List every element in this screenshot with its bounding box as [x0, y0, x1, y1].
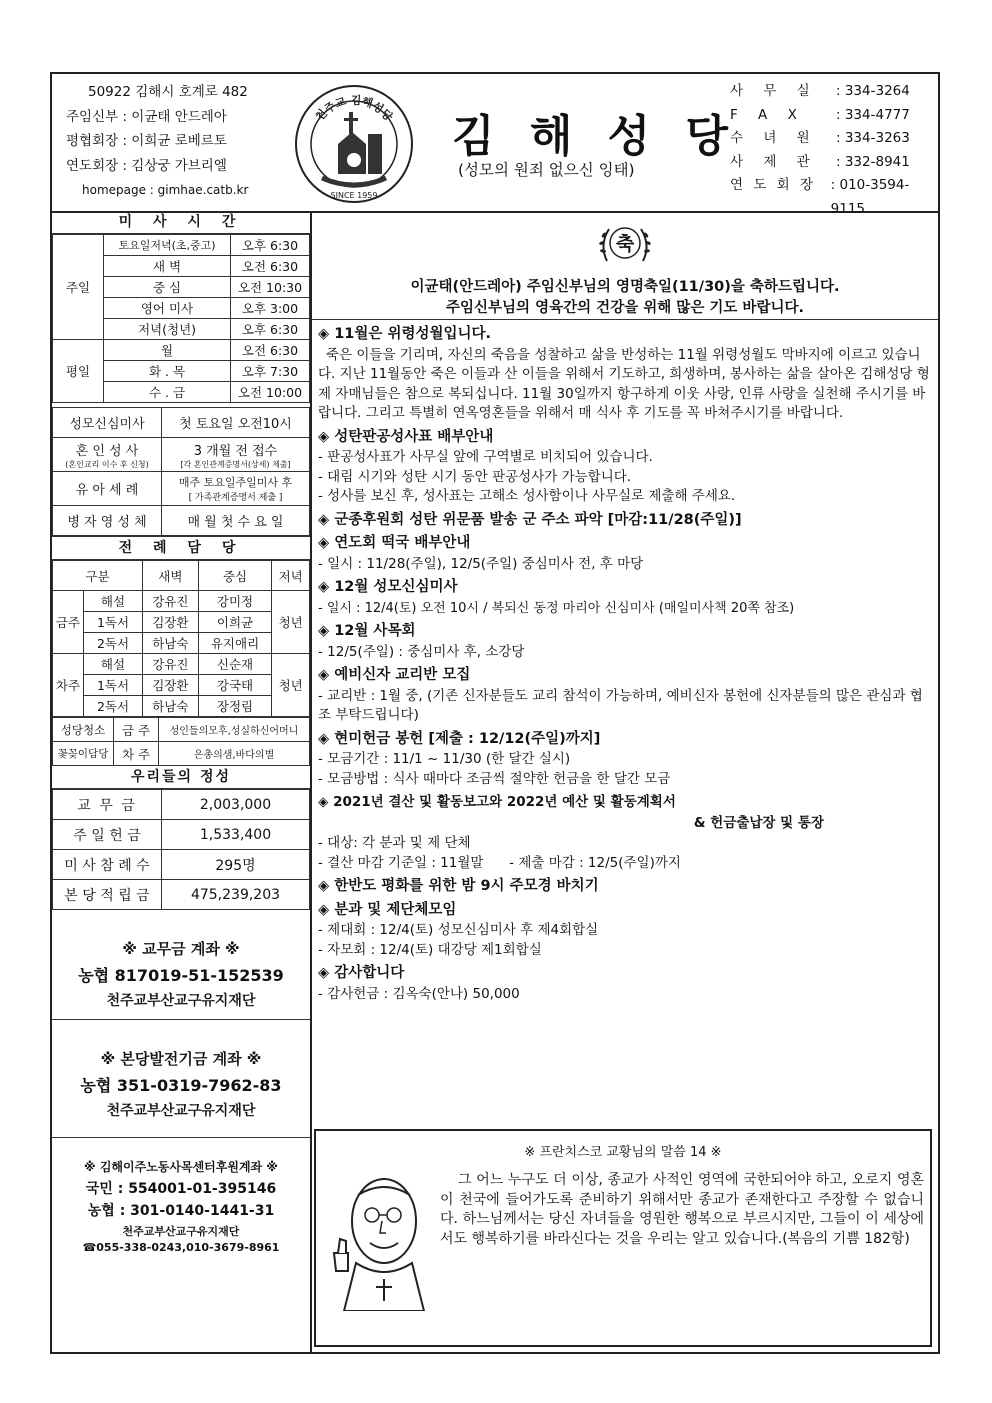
contact-fax: F A X : 334-4777 — [730, 106, 910, 123]
contact-convent: 수 녀 원 : 334-3263 — [730, 130, 910, 146]
news-item: ◈ 현미헌금 봉헌 [제출 : 12/12(주일)까지] - 모금기간 : 11/1 ~ 11/30 (한 달간 실시) - 모금방법 : 식사 때마다 조금씩 절약한 헌금을 한 달간 모금 — [318, 730, 671, 787]
pope-quote-box — [314, 1129, 932, 1347]
mass-heading: 미 사 시 간 — [52, 211, 310, 234]
liturgy-table — [52, 560, 310, 717]
contact-list — [730, 80, 938, 221]
news-item: ◈ 분과 및 제단체모임 - 제대회 : 12/4(토) 성모신심미사 후 제4회합실 - 자모회 : 12/4(토) 대강당 제1회합실 — [318, 901, 599, 958]
cleaning-table — [52, 717, 310, 766]
news-item: ◈ 11월은 위령성월입니다. 죽은 이들을 기리며, 자신의 죽음을 성찰하고 삶을 반성하는 11월 위령성월도 막바지에 이르고 있습니다. 지난 11월동안 죽은 이들과 산 이들을 위해서 기도하고, 희생하며, 봉사하는 삶을 살아온 김해성당 형제 자매님들은 참으로 복되십니다. 11월 30일까지 항구하게 이웃 사랑, 인류 사랑을 실천해 주시기를 바랍니다. 그리고 특별히 연옥영혼들을 위해서 매 식사 후 기도를 꼭 바쳐주시기를 바랍니다. — [318, 326, 930, 421]
table-row: 2독서 하남숙 유지애리 — [53, 633, 310, 654]
news-item: ◈ 성탄판공성사표 배부안내 - 판공성사표가 사무실 앞에 구역별로 비치되어 있습니다. - 대림 시기와 성탄 시기 동안 판공성사가 가능합니다. - 성사를 보신 후, 성사표는 고해소 성사함이나 사무실로 제출해 주세요. — [318, 428, 736, 504]
homepage: homepage : gimhae.catb.kr — [82, 183, 249, 197]
table-row: 저녁(청년) 오후 6:30 — [53, 319, 310, 340]
liturgy-heading: 전 례 담 당 — [52, 536, 310, 560]
address: 50922 김해시 호계로 482 — [88, 84, 248, 100]
news-section — [318, 321, 934, 1004]
logo-text: 천주교 김해성당 — [312, 93, 396, 124]
table-row: 1독서 김장환 강국태 — [53, 675, 310, 696]
table-row: 혼 인 성 사 (혼인교리 이수 후 신청) 3 개월 전 접수 [각 혼인관계증명서(상세) 제출] — [53, 438, 310, 472]
page-title: 김 해 성 당 — [452, 111, 738, 162]
table-row: 수 . 금 오전 10:00 — [53, 382, 310, 403]
sacrament-table — [52, 407, 310, 536]
news-item: ◈ 연도회 떡국 배부안내 - 일시 : 11/28(주일), 12/5(주일) 중심미사 전, 후 마당 — [318, 535, 644, 572]
table-row: 본 당 적 립 금 475,239,203 — [53, 880, 310, 910]
logo-since: SINCE 1959 — [330, 191, 378, 200]
table-row: 중 심 오전 10:30 — [53, 277, 310, 298]
offerings-table — [52, 789, 310, 910]
account-box-3: ※ 김해이주노동사목센터후원계좌 ※ 국민 : 554001-01-395146 농협 : 301-0140-1441-31 천주교부산교구유지재단 ☎055-338-0243,010-3679-8961 — [82, 1160, 280, 1254]
council-president: 평협회장 : 이희균 로베르토 — [66, 133, 227, 149]
account-box-1: ※ 교무금 계좌 ※ 농협 817019-51-152539 천주교부산교구유지재단 — [52, 910, 310, 1020]
table-row: 유 아 세 례 매주 토요일주일미사 후 [ 가족관계증명서 제출 ] — [53, 472, 310, 506]
table-row: 차주 해설 강유진 신순재 청년 — [53, 654, 310, 675]
table-row: 금주 해설 강유진 강미정 청년 — [53, 591, 310, 612]
news-item: ◈ 2021년 결산 및 활동보고와 2022년 예산 및 활동계획서 & 헌금출납장 및 통장 - 대상: 각 분과 및 제 단체 - 결산 마감 기준일 : 11월말 - 제출 마감 : 12/5(주일)까지 — [318, 794, 824, 871]
table-row: 주 일 헌 금 1,533,400 — [53, 820, 310, 850]
table-row: 성모신심미사 첫 토요일 오전10시 — [53, 408, 310, 438]
laurel-badge-icon — [595, 221, 655, 267]
table-row: 구분 새벽 중심 저녁 — [53, 561, 310, 591]
contact-rectory: 사 제 관 : 332-8941 — [730, 153, 910, 170]
congrats-line-2: 주임신부님의 영육간의 건강을 위해 많은 기도 바랍니다. — [446, 300, 804, 316]
bulletin-page — [50, 72, 940, 1354]
parish-info — [66, 80, 248, 203]
offerings-heading: 우리들의 정성 — [52, 766, 310, 789]
table-row: 화 . 목 오후 7:30 — [53, 361, 310, 382]
table-row: 꽃꽂이담당 차 주 은총의샘,바다의별 — [53, 742, 310, 766]
contact-office: 사 무 실 : 334-3264 — [730, 83, 910, 99]
pope-quote-text: 그 어느 누구도 더 이상, 종교가 사적인 영역에 국한되어야 하고, 오로지 영혼이 천국에 들어가도록 준비하기 위해서만 종교가 존재한다고 주장할 수 없습니다. 하느님께서는 당신 자녀들을 영원한 행복으로 부르시지만, 그들이 이 세상에서도 행복하기를 바라신다는 것을 우리는 알고 있습니다.(복음의 기쁨 182항) — [440, 1172, 924, 1247]
table-row: 1독서 김장환 이희균 — [53, 612, 310, 633]
table-row: 병 자 영 성 체 매 월 첫 수 요 일 — [53, 506, 310, 536]
congrats-line-1: 이균태(안드레아) 주임신부님의 영명축일(11/30)을 축하드립니다. — [410, 279, 840, 295]
news-item: ◈ 군종후원회 성탄 위문품 발송 군 주소 파악 [마감:11/28(주일)] — [318, 511, 742, 528]
page-subtitle: (성모의 원죄 없으신 잉태) — [458, 161, 635, 179]
elder-president: 연도회장 : 김상궁 가브리엘 — [66, 157, 227, 174]
pastor: 주임신부 : 이균태 안드레아 — [66, 108, 227, 125]
table-row: 2독서 하남숙 장정림 — [53, 696, 310, 717]
table-row: 평일 월 오전 6:30 — [53, 340, 310, 361]
account-box-2: ※ 본당발전기금 계좌 ※ 농협 351-0319-7962-83 천주교부산교구유지재단 — [52, 1020, 310, 1138]
header — [52, 74, 938, 217]
parish-logo — [292, 82, 416, 206]
svg-text:축: 축 — [615, 233, 635, 255]
table-row: 주일 토요일저녁(초,중고) 오후 6:30 — [53, 235, 310, 256]
right-column — [312, 211, 938, 1352]
table-row: 새 벽 오전 6:30 — [53, 256, 310, 277]
contact-elder: 연 도 회 장 : 010-3594-9115 — [730, 177, 910, 217]
left-column — [52, 211, 312, 1352]
news-item: ◈ 예비신자 교리반 모집 - 교리반 : 1월 중, (기존 신자분들도 교리 참석이 가능하며, 예비신자 봉헌에 신자분들의 많은 관심과 협조 부탁드립니다) — [318, 667, 923, 723]
pope-portrait-icon — [328, 1161, 438, 1311]
news-item: ◈ 12월 성모신심미사 - 일시 : 12/4(토) 오전 10시 / 복되신 동정 마리아 신심미사 (매일미사책 20쪽 참조) — [318, 579, 795, 616]
congrats-box — [312, 211, 938, 320]
table-row: 교 무 금 2,003,000 — [53, 790, 310, 820]
news-item: ◈ 12월 사목회 - 12/5(주일) : 중심미사 후, 소강당 — [318, 623, 525, 660]
mass-schedule-table — [52, 234, 310, 403]
table-row: 영어 미사 오후 3:00 — [53, 298, 310, 319]
table-row: 성당청소 금 주 성인들의모후,성실하신어머니 — [53, 718, 310, 742]
pope-quote-title: ※ 프란치스코 교황님의 말씀 14 ※ — [524, 1145, 722, 1160]
news-item: ◈ 한반도 평화를 위한 밤 9시 주모경 바치기 — [318, 878, 599, 894]
table-row: 미 사 참 례 수 295명 — [53, 850, 310, 880]
news-item: ◈ 감사합니다 - 감사헌금 : 김옥숙(안나) 50,000 — [318, 965, 520, 1002]
